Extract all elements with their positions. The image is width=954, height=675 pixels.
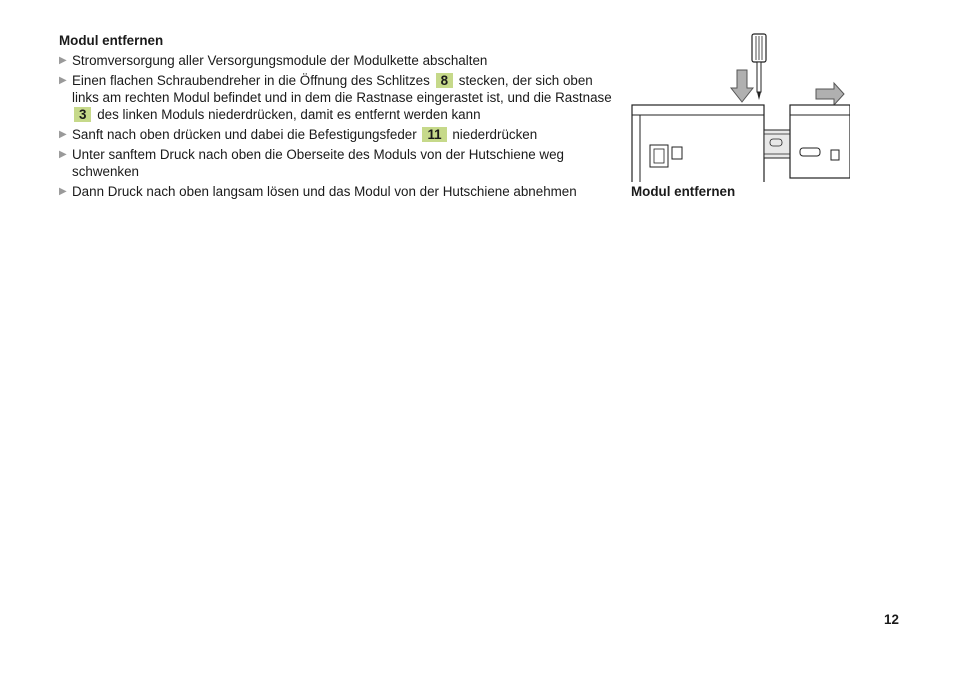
instruction-step bbox=[59, 126, 615, 143]
bullet-arrow-icon: ▶ bbox=[59, 75, 67, 86]
figure-caption: Modul entfernen bbox=[631, 184, 736, 199]
arrow-down-icon bbox=[731, 70, 753, 102]
instruction-step bbox=[59, 146, 615, 180]
arrow-right-icon bbox=[816, 83, 844, 105]
step-text: Sanft nach oben drücken und dabei die Befestigungsfeder bbox=[72, 127, 417, 142]
left-module-icon bbox=[632, 105, 764, 182]
page-number: 12 bbox=[884, 612, 899, 627]
instruction-step bbox=[59, 52, 615, 69]
module-removal-illustration bbox=[630, 30, 850, 182]
step-text: Unter sanftem Druck nach oben die Oberseite des Moduls von der Hutschiene weg schwenken bbox=[72, 147, 564, 179]
step-text: stecken, der sich oben links am rechten Modul befindet und in dem die Rastnase eingerastet ist, und die Rastnase bbox=[72, 73, 612, 105]
bullet-arrow-icon: ▶ bbox=[59, 129, 67, 140]
instruction-step bbox=[59, 72, 615, 123]
section-title: Modul entfernen bbox=[59, 33, 164, 48]
step-text: des linken Moduls niederdrücken, damit es entfernt werden kann bbox=[97, 107, 481, 122]
instruction-step bbox=[59, 183, 615, 200]
step-text: Dann Druck nach oben langsam lösen und das Modul von der Hutschiene abnehmen bbox=[72, 184, 577, 199]
step-text: Stromversorgung aller Versorgungsmodule der Modulkette abschalten bbox=[72, 53, 488, 68]
step-text: niederdrücken bbox=[452, 127, 538, 142]
bullet-arrow-icon: ▶ bbox=[59, 55, 67, 66]
reference-badge: 11 bbox=[422, 127, 446, 142]
screwdriver-icon bbox=[752, 34, 766, 100]
instruction-list bbox=[59, 52, 615, 203]
step-text: Einen flachen Schraubendreher in die Öffnung des Schlitzes bbox=[72, 73, 430, 88]
reference-badge: 3 bbox=[74, 107, 91, 122]
right-module-icon bbox=[790, 105, 850, 178]
bullet-arrow-icon: ▶ bbox=[59, 149, 67, 160]
bullet-arrow-icon: ▶ bbox=[59, 186, 67, 197]
din-rail-icon bbox=[764, 130, 790, 158]
reference-badge: 8 bbox=[436, 73, 453, 88]
